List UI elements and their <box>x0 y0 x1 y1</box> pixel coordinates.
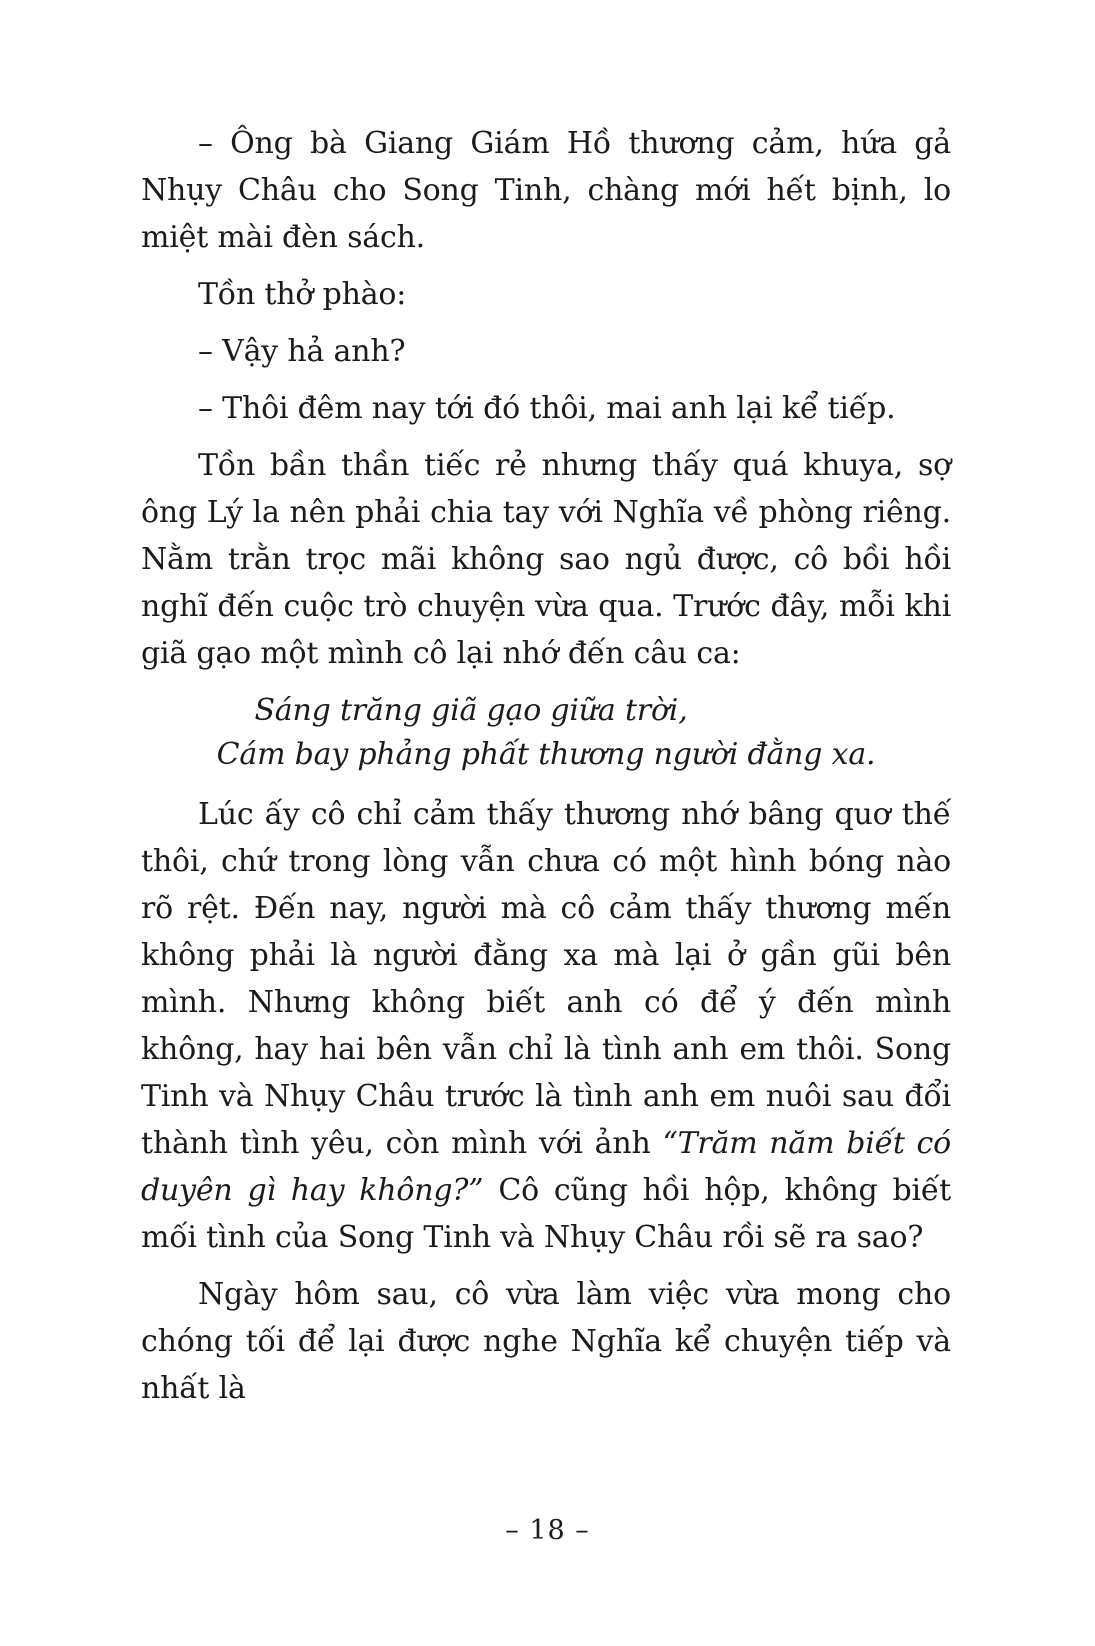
paragraph-narration-1: Tồn thở phào: <box>198 277 407 312</box>
verse-line-1: Sáng trăng giã gạo giữa trời, <box>254 693 688 728</box>
paragraph-dialogue-2: – Vậy hả anh? <box>198 334 406 369</box>
page-number: – 18 – <box>505 1515 590 1546</box>
paragraph-dialogue-1: – Ông bà Giang Giám Hồ thương cảm, hứa gả Nhụy Châu cho Song Tinh, chàng mới hết bịnh, lo miệt mài đèn sách. <box>141 126 951 255</box>
verse-line-2: Cám bay phảng phất thương người đằng xa. <box>216 737 876 772</box>
paragraph-dialogue-3: – Thôi đêm nay tới đó thôi, mai anh lại kể tiếp. <box>198 391 896 426</box>
page-content <box>141 120 951 1422</box>
paragraph-narration-2: Tồn bần thần tiếc rẻ nhưng thấy quá khuya, sợ ông Lý la nên phải chia tay với Nghĩa về phòng riêng. Nằm trằn trọc mãi không sao ngủ được, cô bồi hồi nghĩ đến cuộc trò chuyện vừa qua. Trước đây, mỗi khi giã gạo một mình cô lại nhớ đến câu ca: <box>141 448 951 671</box>
paragraph-text-pre: Lúc ấy cô chỉ cảm thấy thương nhớ bâng quơ thế thôi, chứ trong lòng vẫn chưa có một hình bóng nào rõ rệt. Đến nay, người mà cô cảm thấy thương mến không phải là người đằng xa mà lại ở gần gũi bên mình. Nhưng không biết anh có để ý đến mình không, hay hai bên vẫn chỉ là tình anh em thôi. Song Tinh và Nhụy Châu trước là tình anh em nuôi sau đổi thành tình yêu, còn mình với ảnh <box>141 797 951 1161</box>
paragraph-narration-4: Ngày hôm sau, cô vừa làm việc vừa mong cho chóng tối để lại được nghe Nghĩa kể chuyện tiếp và nhất là <box>141 1277 951 1406</box>
paragraph-text-post: Cô cũng hồi hộp, không biết mối tình của Song Tinh và Nhụy Châu rồi sẽ ra sao? <box>141 1173 951 1255</box>
paragraph-narration-3 <box>141 791 951 1261</box>
verse-couplet <box>141 689 951 777</box>
quoted-folk-verse: “Trăm năm biết có duyên gì hay không?” <box>141 1126 952 1208</box>
